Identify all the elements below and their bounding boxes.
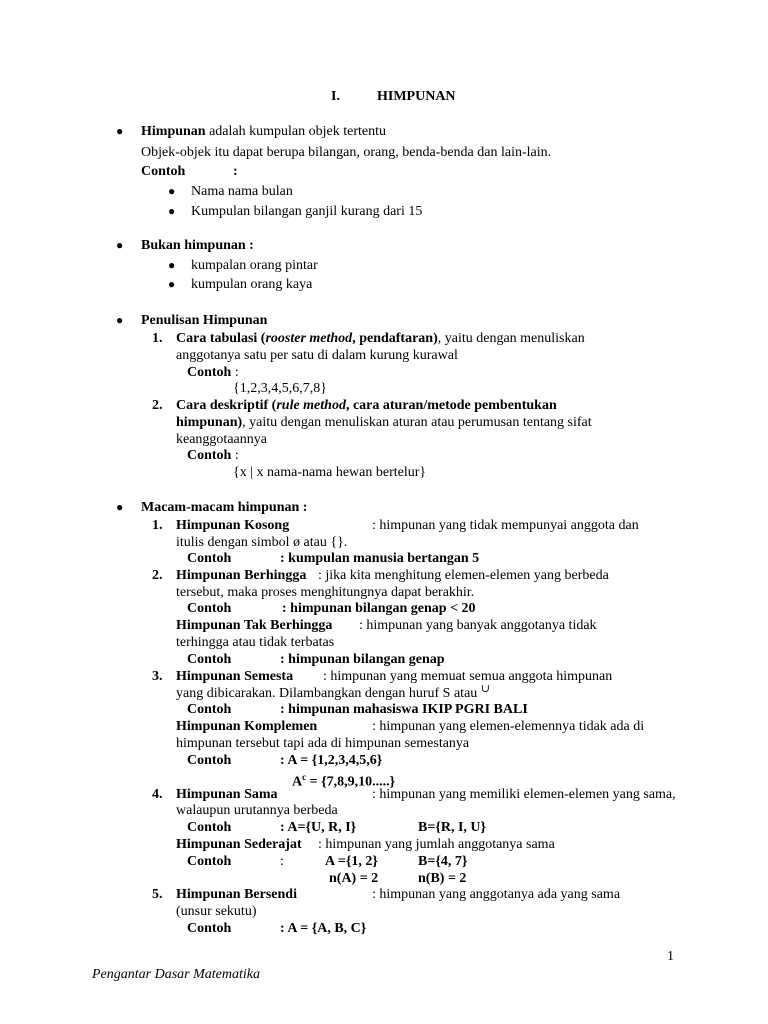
- sederajat-count-b: n(B) = 2: [418, 871, 467, 886]
- macam-heading: Macam-macam himpunan :: [141, 500, 308, 515]
- contoh-colon: :: [233, 164, 238, 179]
- komplemen-example-ac: $A^c = \{7,8,9,10.....\}$: [292, 772, 396, 790]
- term-tak-berhingga: Himpunan Tak Berhingga: [176, 618, 333, 633]
- list-number: 2.: [152, 398, 163, 413]
- definition-line2: Objek-objek itu dapat berupa bilangan, orang, benda-benda dan lain-lain.: [141, 145, 552, 160]
- definition-tak-berhingga: : himpunan yang banyak anggotanya tidak: [359, 618, 597, 633]
- method-deskriptif: Cara deskriptif (rule method, cara aturan/metode pembentukan: [176, 398, 557, 413]
- bullet-icon: ●: [116, 313, 124, 327]
- sederajat-count-a: n(A) = 2: [329, 871, 379, 886]
- definition-kosong: : himpunan yang tidak mempunyai anggota dan: [372, 518, 639, 533]
- example-item: Nama nama bulan: [191, 184, 293, 199]
- komplemen-example-a: : A = {1,2,3,4,5,6}: [280, 753, 383, 768]
- method-deskriptif-line2: himpunan), yaitu dengan menuliskan aturan atau perumusan tentang sifat: [176, 415, 592, 430]
- bullet-icon: ●: [168, 204, 176, 218]
- definition-bersendi-line2: (unsur sekutu): [176, 904, 257, 919]
- definition-kosong-line2: itulis dengan simbol ø atau {}.: [176, 535, 348, 550]
- term-komplemen: Himpunan Komplemen: [176, 719, 318, 734]
- bersendi-example: : A = {A, B, C}: [280, 921, 367, 936]
- term-sama: Himpunan Sama: [176, 787, 278, 802]
- bullet-icon: ●: [116, 500, 124, 514]
- method-tabulasi: Cara tabulasi (rooster method, pendaftaran), yaitu dengan menuliskan: [176, 331, 585, 346]
- definition-sederajat: : himpunan yang jumlah anggotanya sama: [318, 837, 555, 852]
- definition-berhingga: : jika kita menghitung elemen-elemen yang berbeda: [318, 568, 609, 583]
- example-item: kumpalan orang pintar: [191, 258, 318, 273]
- list-number: 1.: [152, 518, 163, 533]
- definition-sama-line2: walaupun urutannya berbeda: [176, 803, 338, 818]
- bullet-icon: ●: [168, 184, 176, 198]
- contoh-label: Contoh: [187, 854, 232, 869]
- footer-text: Pengantar Dasar Matematika: [92, 967, 260, 982]
- bullet-icon: ●: [116, 124, 124, 138]
- method-deskriptif-line3: keanggotaannya: [176, 432, 267, 447]
- term-himpunan: Himpunan: [141, 124, 206, 139]
- example-item: Kumpulan bilangan ganjil kurang dari 15: [191, 204, 423, 219]
- tabulasi-example: {1,2,3,4,5,6,7,8}: [233, 381, 327, 396]
- penulisan-heading: Penulisan Himpunan: [141, 313, 268, 328]
- example-item: kumpulan orang kaya: [191, 277, 313, 292]
- page-number: 1: [667, 949, 674, 964]
- sama-example-b: B={R, I, U}: [418, 820, 487, 835]
- sederajat-colon: :: [280, 854, 284, 869]
- bullet-icon: ●: [168, 277, 176, 291]
- semesta-example: : himpunan mahasiswa IKIP PGRI BALI: [280, 702, 528, 717]
- list-number: 1.: [152, 331, 163, 346]
- term-sederajat: Himpunan Sederajat: [176, 837, 302, 852]
- definition-komplemen: : himpunan yang elemen-elemennya tidak ada di: [372, 719, 645, 734]
- term-berhingga: Himpunan Berhingga: [176, 568, 307, 583]
- definition-tak-berhingga-line2: terhingga atau tidak terbatas: [176, 635, 335, 650]
- contoh-label: Contoh: [187, 921, 232, 936]
- definition-komplemen-line2: himpunan tersebut tapi ada di himpunan semestanya: [176, 736, 470, 751]
- definition-berhingga-line2: tersebut, maka proses menghitungnya dapat berakhir.: [176, 585, 475, 600]
- definition-sama: : himpunan yang memiliki elemen-elemen yang sama,: [372, 787, 676, 802]
- contoh-label: Contoh: [141, 164, 186, 179]
- bullet-icon: ●: [168, 258, 176, 272]
- sederajat-example-a: A ={1, 2}: [325, 854, 378, 869]
- contoh-label: Contoh: [187, 820, 232, 835]
- sama-example-a: : A={U, R, I}: [280, 820, 357, 835]
- list-number: 4.: [152, 787, 163, 802]
- method-tabulasi-line2: anggotanya satu per satu di dalam kurung kurawal: [176, 348, 458, 363]
- kosong-example: : kumpulan manusia bertangan 5: [280, 551, 480, 566]
- contoh-label: Contoh: [187, 702, 232, 717]
- definition-text: adalah kumpulan objek tertentu: [205, 124, 386, 139]
- section-number: I.: [331, 89, 340, 104]
- list-number: 5.: [152, 887, 163, 902]
- contoh-label: Contoh: [187, 652, 232, 667]
- list-number: 3.: [152, 669, 163, 684]
- bukan-himpunan-heading: Bukan himpunan :: [141, 238, 254, 253]
- contoh-label: Contoh :: [187, 448, 239, 463]
- term-semesta: Himpunan Semesta: [176, 669, 294, 684]
- contoh-label: Contoh: [187, 551, 232, 566]
- contoh-label: Contoh: [187, 601, 232, 616]
- list-number: 2.: [152, 568, 163, 583]
- bullet-icon: ●: [116, 238, 124, 252]
- sederajat-example-b: B={4, 7}: [418, 854, 468, 869]
- term-bersendi: Himpunan Bersendi: [176, 887, 297, 902]
- definition-semesta: : himpunan yang memuat semua anggota himpunan: [323, 669, 613, 684]
- tak-berhingga-example: : himpunan bilangan genap: [280, 652, 445, 667]
- definition-himpunan: [141, 123, 386, 140]
- deskriptif-example: {x | x nama-nama hewan bertelur}: [233, 465, 427, 480]
- contoh-label: Contoh :: [187, 365, 239, 380]
- definition-semesta-line2: yang dibicarakan. Dilambangkan dengan huruf S atau ∪: [176, 683, 491, 701]
- page-title: HIMPUNAN: [377, 89, 456, 104]
- term-kosong: Himpunan Kosong: [176, 518, 290, 533]
- definition-bersendi: : himpunan yang anggotanya ada yang sama: [372, 887, 621, 902]
- contoh-label: Contoh: [187, 753, 232, 768]
- union-symbol: ∪: [480, 683, 491, 695]
- berhingga-example: : himpunan bilangan genap < 20: [282, 601, 476, 616]
